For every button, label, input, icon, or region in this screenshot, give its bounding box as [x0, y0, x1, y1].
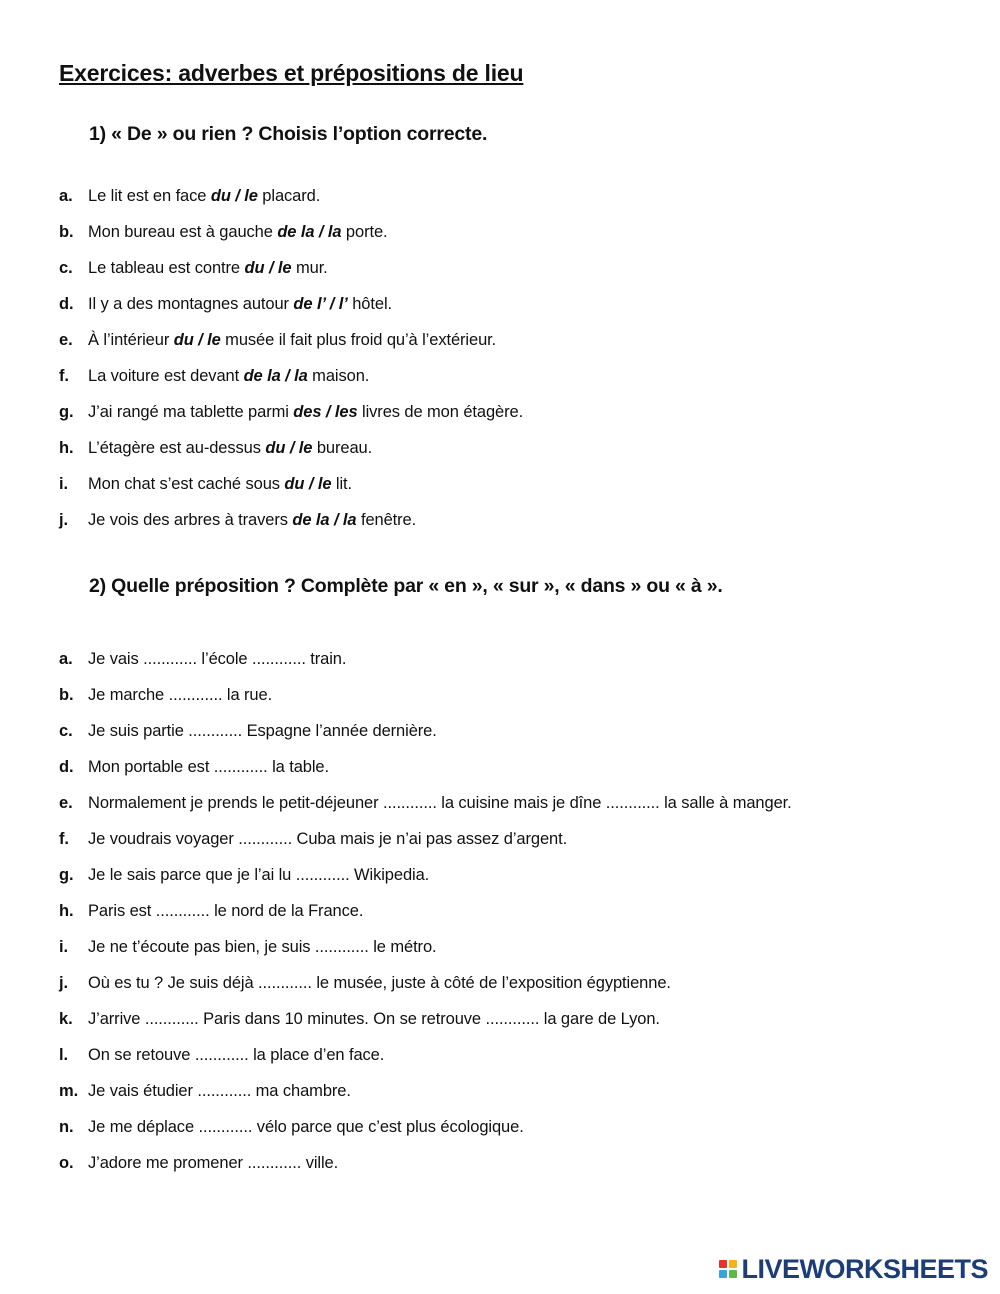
item-text: Il y a des montagnes autour de l’ / l’ hôtel. [88, 295, 392, 313]
item-text[interactable]: Où es tu ? Je suis déjà ............ le musée, juste à côté de l’exposition égyptienne. [88, 974, 671, 992]
liveworksheets-logo[interactable] [719, 1253, 988, 1285]
item-text[interactable]: Je suis partie ............ Espagne l’année dernière. [88, 722, 437, 740]
item-text: J’ai rangé ma tablette parmi des / les livres de mon étagère. [88, 403, 524, 421]
item-text: Mon bureau est à gauche de la / la porte. [88, 223, 388, 241]
logo-block [729, 1270, 737, 1278]
item-letter: a. [59, 187, 73, 205]
item-letter: k. [59, 1010, 73, 1028]
item-letter: o. [59, 1154, 74, 1172]
item-letter: g. [59, 403, 74, 421]
list-item [0, 721, 1000, 757]
list-item [0, 258, 1000, 294]
item-text: Le tableau est contre du / le mur. [88, 259, 328, 277]
list-item [0, 402, 1000, 438]
item-text[interactable]: Je ne t’écoute pas bien, je suis ............ le métro. [88, 938, 437, 956]
item-text: Je vois des arbres à travers de la / la fenêtre. [88, 511, 417, 529]
answer-choice[interactable]: du / le [284, 475, 332, 493]
item-text[interactable]: J’adore me promener ............ ville. [88, 1154, 339, 1172]
logo-block [729, 1260, 737, 1268]
answer-choice[interactable]: du / le [244, 259, 292, 277]
item-letter: f. [59, 830, 69, 848]
item-text[interactable]: J’arrive ............ Paris dans 10 minutes. On se retrouve ............ la gare de Lyon. [88, 1010, 660, 1028]
item-text[interactable]: Je vais ............ l’école ............ train. [88, 650, 347, 668]
list-item [0, 294, 1000, 330]
item-letter: a. [59, 650, 73, 668]
list-item [0, 510, 1000, 546]
item-text: À l’intérieur du / le musée il fait plus froid qu’à l’extérieur. [88, 331, 497, 349]
item-text: L’étagère est au-dessus du / le bureau. [88, 439, 373, 457]
item-letter: e. [59, 794, 73, 812]
list-item [0, 186, 1000, 222]
logo-block [719, 1260, 727, 1268]
list-item [0, 474, 1000, 510]
list-item [0, 685, 1000, 721]
list-item [0, 901, 1000, 937]
item-text[interactable]: Je vais étudier ............ ma chambre. [88, 1082, 351, 1100]
answer-choice[interactable]: du / le [210, 187, 258, 205]
answer-choice[interactable]: des / les [293, 403, 358, 421]
item-text[interactable]: On se retouve ............ la place d’en face. [88, 1046, 385, 1064]
item-letter: c. [59, 722, 73, 740]
item-letter: h. [59, 439, 74, 457]
item-text: La voiture est devant de la / la maison. [88, 367, 370, 385]
exercise-2-list [0, 649, 1000, 1189]
item-letter: d. [59, 295, 74, 313]
item-letter: e. [59, 331, 73, 349]
item-letter: f. [59, 367, 69, 385]
list-item [0, 757, 1000, 793]
item-text[interactable]: Je voudrais voyager ............ Cuba mais je n’ai pas assez d’argent. [88, 830, 568, 848]
item-text[interactable]: Mon portable est ............ la table. [88, 758, 329, 776]
answer-choice[interactable]: de la / la [277, 223, 342, 241]
list-item [0, 1081, 1000, 1117]
item-letter: l. [59, 1046, 68, 1064]
item-text[interactable]: Paris est ............ le nord de la France. [88, 902, 364, 920]
answer-choice[interactable]: de la / la [243, 367, 308, 385]
logo-block [719, 1270, 727, 1278]
item-letter: b. [59, 223, 74, 241]
list-item [0, 973, 1000, 1009]
item-letter: c. [59, 259, 73, 277]
list-item [0, 330, 1000, 366]
item-letter: i. [59, 938, 68, 956]
exercise-2-heading: 2) Quelle préposition ? Complète par « en », « sur », « dans » ou « à ». [89, 575, 723, 597]
list-item [0, 1117, 1000, 1153]
list-item [0, 865, 1000, 901]
item-letter: g. [59, 866, 74, 884]
item-text[interactable]: Je me déplace ............ vélo parce que c’est plus écologique. [88, 1118, 524, 1136]
list-item [0, 366, 1000, 402]
item-letter: h. [59, 902, 74, 920]
item-letter: j. [59, 511, 68, 529]
item-letter: b. [59, 686, 74, 704]
list-item [0, 649, 1000, 685]
answer-choice[interactable]: de l’ / l’ [293, 295, 348, 313]
item-letter: d. [59, 758, 74, 776]
answer-choice[interactable]: du / le [265, 439, 313, 457]
exercise-1-list [0, 186, 1000, 546]
item-text[interactable]: Normalement je prends le petit-déjeuner ............ la cuisine mais je dîne ............ la salle à manger. [88, 794, 792, 812]
list-item [0, 1009, 1000, 1045]
item-letter: n. [59, 1118, 74, 1136]
item-text: Le lit est en face du / le placard. [88, 187, 321, 205]
list-item [0, 1045, 1000, 1081]
brand-name: LIVEWORKSHEETS [741, 1253, 988, 1284]
exercise-1-heading: 1) « De » ou rien ? Choisis l’option correcte. [89, 123, 488, 145]
logo-blocks-icon [719, 1260, 737, 1278]
answer-choice[interactable]: du / le [173, 331, 221, 349]
list-item [0, 793, 1000, 829]
item-letter: j. [59, 974, 68, 992]
item-text[interactable]: Je marche ............ la rue. [88, 686, 273, 704]
list-item [0, 222, 1000, 258]
item-letter: m. [59, 1082, 79, 1100]
answer-choice[interactable]: de la / la [292, 511, 357, 529]
list-item [0, 937, 1000, 973]
item-text[interactable]: Je le sais parce que je l’ai lu ............ Wikipedia. [88, 866, 430, 884]
item-letter: i. [59, 475, 68, 493]
item-text: Mon chat s’est caché sous du / le lit. [88, 475, 352, 493]
worksheet-title: Exercices: adverbes et prépositions de lieu [59, 60, 524, 86]
list-item [0, 1153, 1000, 1189]
list-item [0, 438, 1000, 474]
list-item [0, 829, 1000, 865]
